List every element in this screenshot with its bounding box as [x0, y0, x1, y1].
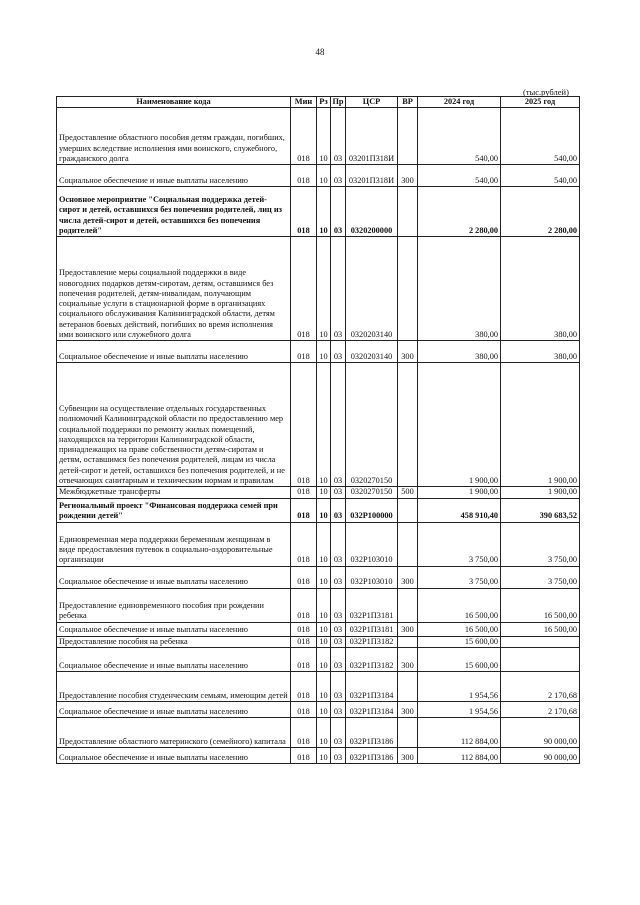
row-vr [398, 671, 418, 701]
row-vr: 300 [398, 165, 418, 187]
row-min: 018 [291, 237, 317, 341]
row-name: Основное мероприятие "Социальная поддержка детей-сирот и детей, оставшихся без попечения родителей, лиц из числа детей-сирот и детей, оставшихся без попечения родителей" [57, 187, 291, 237]
row-csr: 032P1П3186 [346, 747, 398, 763]
row-name: Субвенции на осуществление отдельных государственных полномочий Калининградской области по предоставлению мер социальной поддержки по ремонту жилых помещений, находящихся на территории Калининградской области, принадлежащих на праве собственности детям-сиротам и детям, оставшимся без попечения родителей, лицам из числа детей-сирот и детей, оставшихся без попечения родителей, и не отвечающих санитарным и техническим нормам и правилам [57, 363, 291, 487]
table-row [57, 701, 580, 717]
row-amount-2024: 112 884,00 [418, 747, 501, 763]
row-rz: 10 [317, 588, 331, 622]
row-rz: 10 [317, 636, 331, 647]
row-pr: 03 [331, 588, 346, 622]
row-min: 018 [291, 747, 317, 763]
row-min: 018 [291, 522, 317, 566]
row-name: Предоставление областного материнского (семейного) капитала [57, 717, 291, 747]
row-amount-2025: 380,00 [501, 237, 580, 341]
header-rz: Рз [317, 97, 331, 108]
row-amount-2025: 540,00 [501, 165, 580, 187]
row-min: 018 [291, 108, 317, 165]
row-pr: 03 [331, 671, 346, 701]
row-pr: 03 [331, 747, 346, 763]
row-rz: 10 [317, 108, 331, 165]
header-vr: ВР [398, 97, 418, 108]
row-csr: 032P100000 [346, 498, 398, 522]
row-amount-2024: 3 750,00 [418, 566, 501, 588]
row-vr: 300 [398, 647, 418, 671]
row-rz: 10 [317, 647, 331, 671]
row-csr: 032P1П3181 [346, 588, 398, 622]
table-row [57, 747, 580, 763]
row-rz: 10 [317, 522, 331, 566]
table-row [57, 636, 580, 647]
row-pr: 03 [331, 108, 346, 165]
row-vr [398, 498, 418, 522]
row-amount-2025: 1 900,00 [501, 487, 580, 498]
row-csr: 032P1П3182 [346, 636, 398, 647]
row-amount-2024: 15 600,00 [418, 647, 501, 671]
row-name: Социальное обеспечение и иные выплаты населению [57, 341, 291, 363]
row-pr: 03 [331, 237, 346, 341]
row-min: 018 [291, 341, 317, 363]
row-name: Единовременная мера поддержки беременным женщинам в виде предоставления путевок в социально-оздоровительные организации [57, 522, 291, 566]
row-amount-2025: 390 683,52 [501, 498, 580, 522]
row-csr: 0320200000 [346, 187, 398, 237]
table-row [57, 187, 580, 237]
row-vr: 300 [398, 566, 418, 588]
table-row [57, 341, 580, 363]
row-min: 018 [291, 636, 317, 647]
row-csr: 03201П318И [346, 108, 398, 165]
header-2025: 2025 год [501, 97, 580, 108]
row-min: 018 [291, 701, 317, 717]
row-min: 018 [291, 566, 317, 588]
page-number: 48 [315, 47, 325, 57]
row-amount-2025: 1 900,00 [501, 363, 580, 487]
table-row [57, 622, 580, 636]
row-name: Предоставление пособия на ребенка [57, 636, 291, 647]
row-amount-2024: 3 750,00 [418, 522, 501, 566]
row-rz: 10 [317, 498, 331, 522]
row-vr [398, 522, 418, 566]
row-vr [398, 237, 418, 341]
row-min: 018 [291, 647, 317, 671]
table-row [57, 647, 580, 671]
row-name: Предоставление меры социальной поддержки в виде новогодних подарков детям-сиротам, детям, оставшимся без попечения родителей, детям-инвалидам, получающим социальные услуги в стационарной форме в организациях социального обслуживания Калининградской области, детям ветеранов боевых действий, погибших во время исполнения ими воинского или служебного долга [57, 237, 291, 341]
row-name: Региональный проект "Финансовая поддержка семей при рождении детей" [57, 498, 291, 522]
row-vr: 300 [398, 341, 418, 363]
row-rz: 10 [317, 165, 331, 187]
row-pr: 03 [331, 566, 346, 588]
table-row [57, 566, 580, 588]
table-row [57, 717, 580, 747]
row-amount-2025: 380,00 [501, 341, 580, 363]
row-amount-2025: 16 500,00 [501, 622, 580, 636]
table-row [57, 237, 580, 341]
row-vr [398, 363, 418, 487]
row-name: Социальное обеспечение и иные выплаты населению [57, 165, 291, 187]
row-amount-2024: 112 884,00 [418, 717, 501, 747]
row-name: Социальное обеспечение и иные выплаты населению [57, 747, 291, 763]
row-rz: 10 [317, 341, 331, 363]
row-amount-2025 [501, 636, 580, 647]
header-pr: Пр [332, 97, 344, 106]
row-rz: 10 [317, 717, 331, 747]
row-csr: 0320203140 [346, 341, 398, 363]
row-rz: 10 [317, 487, 331, 498]
row-min: 018 [291, 498, 317, 522]
row-csr: 03201П318И [346, 165, 398, 187]
row-pr: 03 [331, 636, 346, 647]
row-vr [398, 717, 418, 747]
row-name: Социальное обеспечение и иные выплаты населению [57, 701, 291, 717]
row-pr: 03 [331, 522, 346, 566]
row-csr: 032P103010 [346, 522, 398, 566]
table-row [57, 498, 580, 522]
row-csr: 0320270150 [346, 487, 398, 498]
header-csr: ЦСР [346, 97, 398, 108]
row-csr: 0320203140 [346, 237, 398, 341]
row-vr [398, 108, 418, 165]
table-row [57, 108, 580, 165]
header-min: Мин [291, 97, 317, 108]
row-amount-2024: 380,00 [418, 237, 501, 341]
row-name: Социальное обеспечение и иные выплаты населению [57, 566, 291, 588]
row-amount-2024: 2 280,00 [418, 187, 501, 237]
row-csr: 032P1П3184 [346, 701, 398, 717]
row-vr [398, 187, 418, 237]
row-amount-2024: 16 500,00 [418, 622, 501, 636]
row-pr: 03 [331, 701, 346, 717]
row-amount-2025 [501, 647, 580, 671]
row-amount-2024: 1 954,56 [418, 671, 501, 701]
row-pr: 03 [331, 187, 346, 237]
table-row [57, 165, 580, 187]
table-header-row [57, 97, 580, 108]
row-pr: 03 [331, 717, 346, 747]
row-amount-2024: 16 500,00 [418, 588, 501, 622]
row-name: Социальное обеспечение и иные выплаты населению [57, 622, 291, 636]
row-amount-2024: 15 600,00 [418, 636, 501, 647]
row-pr: 03 [331, 165, 346, 187]
row-csr: 0320270150 [346, 363, 398, 487]
row-csr: 032P103010 [346, 566, 398, 588]
row-amount-2025: 540,00 [501, 108, 580, 165]
row-min: 018 [291, 165, 317, 187]
row-amount-2025: 3 750,00 [501, 566, 580, 588]
unit-note: (тыс.рублей) [523, 87, 569, 97]
row-amount-2025: 16 500,00 [501, 588, 580, 622]
row-vr: 300 [398, 622, 418, 636]
row-amount-2024: 1 900,00 [418, 487, 501, 498]
budget-table [56, 96, 580, 764]
row-amount-2024: 540,00 [418, 165, 501, 187]
row-amount-2025: 3 750,00 [501, 522, 580, 566]
row-csr: 032P1П3181 [346, 622, 398, 636]
row-min: 018 [291, 363, 317, 487]
row-rz: 10 [317, 237, 331, 341]
row-amount-2024: 380,00 [418, 341, 501, 363]
row-csr: 032P1П3184 [346, 671, 398, 701]
row-pr: 03 [331, 622, 346, 636]
row-vr: 500 [398, 487, 418, 498]
row-rz: 10 [317, 747, 331, 763]
row-amount-2024: 1 900,00 [418, 363, 501, 487]
row-pr: 03 [331, 363, 346, 487]
row-pr: 03 [331, 498, 346, 522]
row-amount-2024: 458 910,40 [418, 498, 501, 522]
row-min: 018 [291, 487, 317, 498]
row-vr: 300 [398, 747, 418, 763]
table-row [57, 487, 580, 498]
row-amount-2025: 2 170,68 [501, 701, 580, 717]
row-vr [398, 636, 418, 647]
table-row [57, 363, 580, 487]
header-name: Наименование кода [57, 97, 291, 108]
table-row [57, 588, 580, 622]
row-min: 018 [291, 622, 317, 636]
row-csr: 032P1П3186 [346, 717, 398, 747]
row-rz: 10 [317, 701, 331, 717]
row-min: 018 [291, 671, 317, 701]
row-amount-2025: 90 000,00 [501, 747, 580, 763]
row-rz: 10 [317, 566, 331, 588]
row-name: Социальное обеспечение и иные выплаты населению [57, 647, 291, 671]
table-row [57, 671, 580, 701]
row-name: Предоставление единовременного пособия при рождении ребенка [57, 588, 291, 622]
row-rz: 10 [317, 671, 331, 701]
row-pr: 03 [331, 487, 346, 498]
row-rz: 10 [317, 363, 331, 487]
row-name: Межбюджетные трансферты [57, 487, 291, 498]
header-2024: 2024 год [418, 97, 501, 108]
row-csr: 032P1П3182 [346, 647, 398, 671]
row-amount-2024: 540,00 [418, 108, 501, 165]
row-name: Предоставление пособия студенческим семьям, имеющим детей [57, 671, 291, 701]
row-vr: 300 [398, 701, 418, 717]
row-min: 018 [291, 588, 317, 622]
row-rz: 10 [317, 622, 331, 636]
table-row [57, 522, 580, 566]
row-name: Предоставление областного пособия детям граждан, погибших, умерших вследствие исполнения ими воинского, служебного, гражданского долга [57, 108, 291, 165]
row-amount-2025: 90 000,00 [501, 717, 580, 747]
row-amount-2025: 2 170,68 [501, 671, 580, 701]
row-pr: 03 [331, 341, 346, 363]
row-vr [398, 588, 418, 622]
row-min: 018 [291, 187, 317, 237]
row-amount-2024: 1 954,56 [418, 701, 501, 717]
row-amount-2025: 2 280,00 [501, 187, 580, 237]
row-pr: 03 [331, 647, 346, 671]
row-rz: 10 [317, 187, 331, 237]
row-min: 018 [291, 717, 317, 747]
